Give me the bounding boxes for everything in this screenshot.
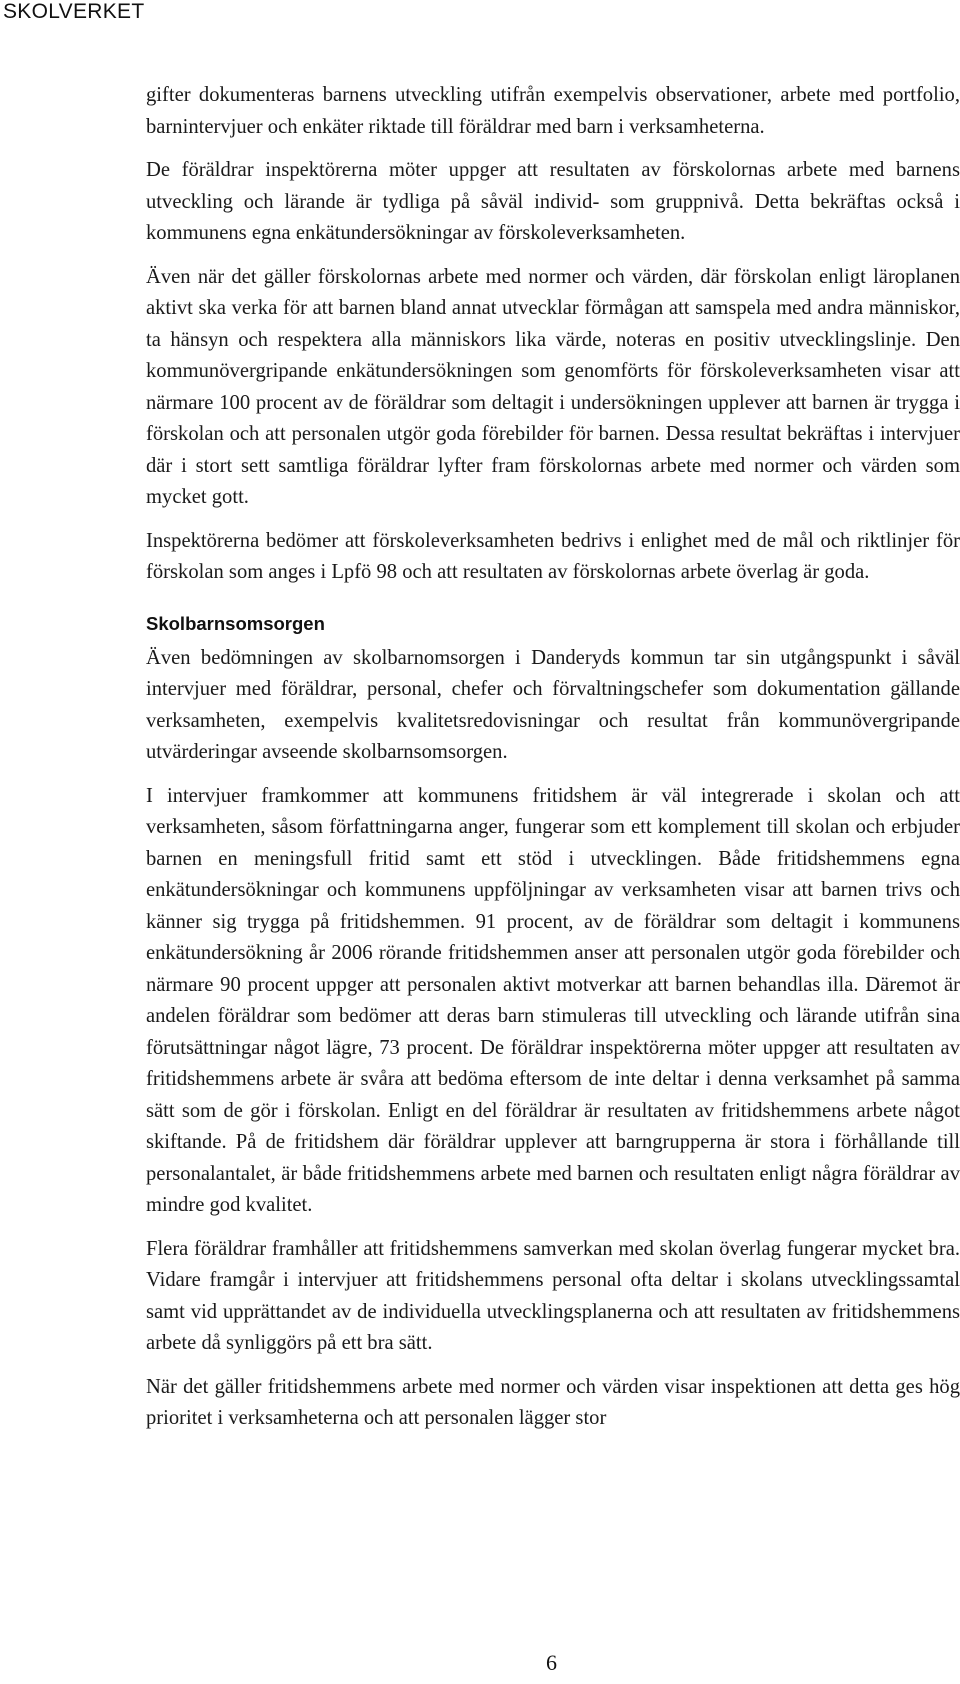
document-body: [146, 80, 960, 1447]
paragraph: Även bedömningen av skolbarnomsorgen i Danderyds kommun tar sin utgångspunkt i såväl intervjuer med föräldrar, personal, chefer och förvaltningschefer som dokumentation gällande verksamheten, exempelvis kvalitetsredovisningar och resultat från kommunövergripande utvärderingar avseende skolbarnsomsorgen.: [146, 646, 960, 763]
header-label: SKOLVERKET: [3, 0, 145, 23]
paragraph: Inspektörerna bedömer att förskoleverksamheten bedrivs i enlighet med de mål och riktlinjer för förskolan som anges i Lpfö 98 och att resultaten av förskolornas arbete överlag är goda.: [146, 529, 960, 583]
page-number: 6: [546, 1650, 557, 1675]
paragraph: Även när det gäller förskolornas arbete med normer och värden, där förskolan enligt läroplanen aktivt ska verka för att barnen bland annat utvecklar förmågan att samspela med andra människor, ta hänsyn och respektera alla människors lika värde, noteras en positiv utvecklingslinje. Den kommunövergripande enkätundersökningen som genomförts för förskoleverksamheten visar att närmare 100 procent av de föräldrar som deltagit i undersökningen upplever att barnen är trygga i förskolan och att personalen utgör goda förebilder för barnen. Dessa resultat bekräftas i intervjuer där i stort sett samtliga föräldrar lyfter fram förskolornas arbete med normer och värden som mycket gott.: [146, 265, 960, 508]
paragraph: gifter dokumenteras barnens utveckling utifrån exempelvis observationer, arbete med portfolio, barnintervjuer och enkäter riktade till föräldrar med barn i verksamheterna.: [146, 84, 960, 138]
paragraph: De föräldrar inspektörerna möter uppger att resultaten av förskolornas arbete med barnens utveckling och lärande är tydliga på såväl individ- som gruppnivå. Detta bekräftas också i kommunens egna enkätundersökningar av förskoleverksamheten.: [146, 159, 960, 244]
paragraph: Flera föräldrar framhåller att fritidshemmens samverkan med skolan överlag fungerar mycket bra. Vidare framgår i intervjuer att fritidshemmens personal ofta deltar i skolans utvecklingssamtal samt vid upprättandet av de individuella utvecklingsplanerna och att resultaten av fritidshemmens arbete då synliggörs på ett bra sätt.: [146, 1237, 960, 1354]
paragraph: När det gäller fritidshemmens arbete med normer och värden visar inspektionen att detta ges hög prioritet i verksamheterna och att personalen lägger stor: [146, 1375, 960, 1429]
section-heading: Skolbarnsomsorgen: [146, 612, 325, 634]
paragraph: I intervjuer framkommer att kommunens fritidshem är väl integrerade i skolan och att verksamheten, såsom författningarna anger, fungerar som ett komplement till skolan och erbjuder barnen en meningsfull fritid samt ett stöd i utvecklingen. Både fritidshemmens egna enkätundersökningar och kommunens uppföljningar av verksamheten visar att barnen trivs och känner sig trygga på fritidshemmen. 91 procent, av de föräldrar som deltagit i kommunens enkätundersökning år 2006 rörande fritidshemmen anser att personalen utgör goda förebilder och närmare 90 procent uppger att personalen aktivt motverkar att barnen behandlas illa. Däremot är andelen föräldrar som bedömer att deras barn stimuleras till utveckling och lärande utifrån sina förutsättningar något lägre, 73 procent. De föräldrar inspektörerna möter uppger att resultaten av fritidshemmens arbete är svåra att bedöma eftersom de inte deltar i denna verksamhet på samma sätt som de gör i förskolan. Enligt en del föräldrar är resultaten av fritidshemmens arbete något skiftande. På de fritidshem där föräldrar upplever att barngrupperna är stora i förhållande till personalantalet, är både fritidshemmens arbete med barnen och resultaten enligt några föräldrar av mindre god kvalitet.: [146, 784, 960, 1216]
